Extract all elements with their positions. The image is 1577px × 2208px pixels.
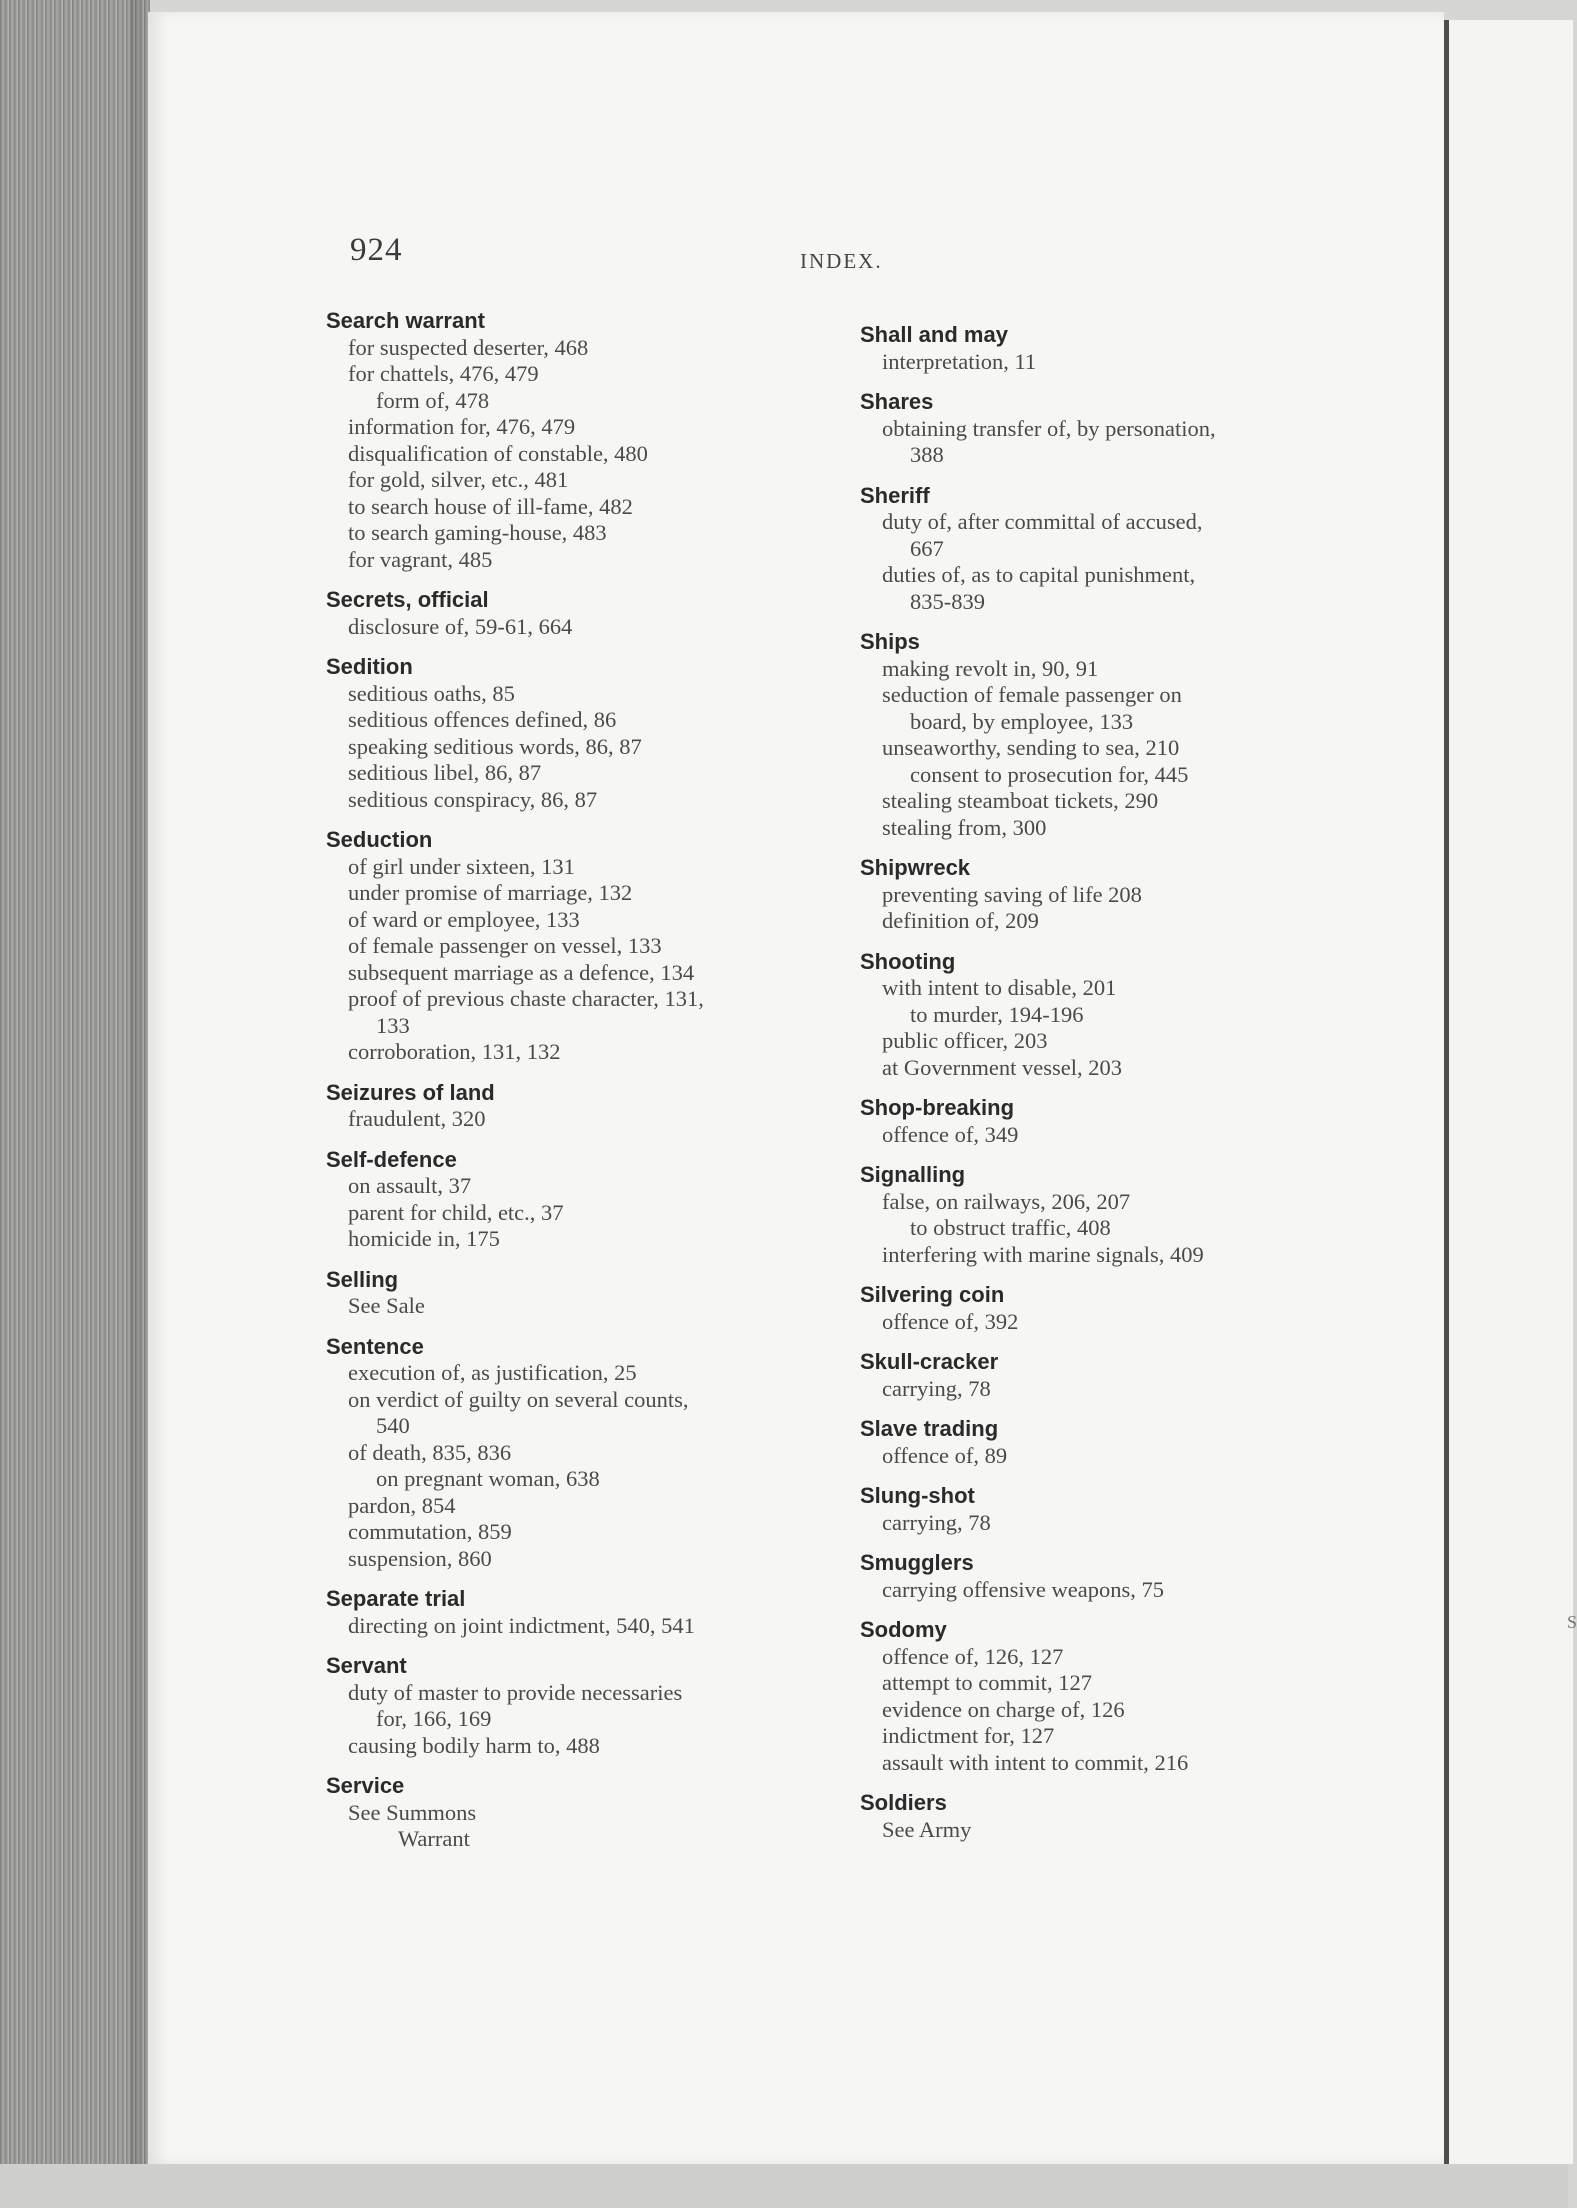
- facing-page-edge: [1444, 20, 1577, 2164]
- index-entry-heading: Slung-shot: [860, 1483, 975, 1508]
- index-entry-heading: Search warrant: [326, 308, 485, 333]
- index-subentry: 133: [376, 1012, 410, 1038]
- index-subentry: homicide in, 175: [348, 1226, 500, 1251]
- index-subentry: suspension, 860: [348, 1545, 492, 1571]
- index-entry: [860, 1483, 1380, 1536]
- index-entry-heading: Shop-breaking: [860, 1095, 1015, 1120]
- index-entry: [860, 1617, 1380, 1776]
- index-entry: [860, 855, 1380, 935]
- index-entry: [860, 1095, 1380, 1148]
- index-entry: [326, 1147, 826, 1253]
- index-subentry: form of, 478: [376, 387, 490, 413]
- index-entry: [326, 1586, 826, 1639]
- index-subentry: See Summons: [348, 1799, 477, 1825]
- index-entry: [326, 827, 826, 1066]
- index-subentry: information for, 476, 479: [348, 414, 576, 439]
- index-subentry: obtaining transfer of, by personation,: [882, 415, 1216, 441]
- index-subentry: interfering with marine signals, 409: [882, 1241, 1204, 1267]
- index-subentry: for suspected deserter, 468: [348, 334, 589, 360]
- index-subentry: assault with intent to commit, 216: [882, 1749, 1189, 1775]
- index-subentry: parent for child, etc., 37: [348, 1199, 564, 1225]
- index-subentry: carrying, 78: [882, 1375, 991, 1401]
- index-subentry: on verdict of guilty on several counts,: [348, 1386, 689, 1412]
- index-subentry: of death, 835, 836: [348, 1439, 512, 1465]
- index-entry-heading: Sentence: [326, 1333, 424, 1359]
- index-subentry: duties of, as to capital punishment,: [882, 562, 1196, 587]
- index-entry: [860, 1162, 1380, 1268]
- index-subentry: 667: [910, 535, 944, 561]
- index-subentry: offence of, 89: [882, 1442, 1008, 1468]
- index-subentry: evidence on charge of, 126: [882, 1696, 1125, 1722]
- index-subentry: at Government vessel, 203: [882, 1054, 1122, 1080]
- index-subentry: interpretation, 11: [882, 348, 1037, 374]
- index-column-right: [860, 322, 1380, 1857]
- index-entry: [860, 1550, 1380, 1603]
- index-subentry: with intent to disable, 201: [882, 975, 1117, 1000]
- index-subentry: of female passenger on vessel, 133: [348, 933, 662, 958]
- index-entry-heading: Soldiers: [860, 1790, 947, 1815]
- index-entry-heading: Slave trading: [860, 1416, 999, 1441]
- index-entry: [860, 949, 1380, 1082]
- index-subentry: disclosure of, 59-61, 664: [348, 613, 573, 639]
- index-subentry: public officer, 203: [882, 1028, 1048, 1053]
- index-subentry: offence of, 126, 127: [882, 1643, 1064, 1669]
- index-entry: [860, 483, 1380, 616]
- index-subentry: carrying, 78: [882, 1509, 991, 1535]
- index-entry: [326, 1267, 826, 1320]
- index-subentry: duty of, after committal of accused,: [882, 509, 1203, 534]
- index-entry-heading: Separate trial: [326, 1586, 466, 1611]
- index-subentry: stealing from, 300: [882, 814, 1047, 840]
- index-subentry: for vagrant, 485: [348, 546, 493, 572]
- index-subentry: 388: [910, 442, 944, 467]
- index-subentry: directing on joint indictment, 540, 541: [348, 1612, 695, 1638]
- index-subentry: preventing saving of life 208: [882, 881, 1142, 907]
- book-page-edges: [0, 0, 150, 2208]
- index-subentry: for chattels, 476, 479: [348, 361, 539, 386]
- index-entry-heading: Selling: [326, 1266, 399, 1292]
- index-subentry: false, on railways, 206, 207: [882, 1188, 1131, 1214]
- index-subentry: on pregnant woman, 638: [376, 1466, 600, 1491]
- facing-page-fragment: S: [1567, 1612, 1577, 1632]
- index-entry: [860, 1790, 1380, 1843]
- index-subentry: disqualification of constable, 480: [348, 440, 648, 466]
- index-subentry: seditious conspiracy, 86, 87: [348, 786, 598, 812]
- index-entry-heading: Skull-cracker: [860, 1349, 999, 1374]
- index-subentry: of girl under sixteen, 131: [348, 853, 575, 879]
- index-entry: [326, 654, 826, 813]
- index-subentry: definition of, 209: [882, 908, 1039, 933]
- index-entry-heading: Ships: [860, 629, 920, 654]
- index-subentry: seduction of female passenger on: [882, 682, 1182, 707]
- index-subentry: on assault, 37: [348, 1173, 472, 1198]
- index-entry: [326, 587, 826, 640]
- index-entry-heading: Seizures of land: [326, 1079, 495, 1105]
- index-subentry: indictment for, 127: [882, 1723, 1055, 1748]
- index-subentry: duty of master to provide necessaries: [348, 1679, 683, 1705]
- index-subentry: offence of, 392: [882, 1308, 1019, 1334]
- index-subentry: 540: [376, 1413, 410, 1438]
- index-subentry: to search gaming-house, 483: [348, 520, 607, 545]
- scan-background: [0, 2164, 1568, 2208]
- index-entry: [860, 1349, 1380, 1402]
- index-subentry: to obstruct traffic, 408: [910, 1215, 1111, 1240]
- index-entry-heading: Shooting: [860, 948, 956, 974]
- index-subentry: fraudulent, 320: [348, 1106, 486, 1131]
- index-subentry: making revolt in, 90, 91: [882, 655, 1099, 681]
- index-entry-heading: Smugglers: [860, 1550, 974, 1575]
- index-entry: [860, 1282, 1380, 1335]
- index-entry: [326, 1334, 826, 1573]
- index-subentry: to search house of ill-fame, 482: [348, 493, 633, 519]
- index-entry: [860, 1416, 1380, 1469]
- index-subentry: stealing steamboat tickets, 290: [882, 788, 1159, 813]
- index-entry-heading: Secrets, official: [326, 587, 489, 612]
- index-entry: [860, 389, 1380, 469]
- index-subentry: See Army: [882, 1816, 972, 1842]
- index-entry-heading: Service: [326, 1773, 405, 1798]
- index-subentry: under promise of marriage, 132: [348, 880, 633, 905]
- index-subentry: offence of, 349: [882, 1121, 1019, 1147]
- index-entry: [326, 1773, 826, 1853]
- index-subentry: seditious oaths, 85: [348, 680, 515, 706]
- index-subentry: See Sale: [348, 1293, 425, 1318]
- index-entry: [326, 308, 826, 573]
- index-entry-heading: Silvering coin: [860, 1282, 1005, 1307]
- index-subentry: board, by employee, 133: [910, 708, 1134, 734]
- index-subentry: seditious offences defined, 86: [348, 707, 617, 732]
- index-page: [148, 12, 1444, 2164]
- index-entry-heading: Servant: [326, 1653, 407, 1678]
- index-subentry: speaking seditious words, 86, 87: [348, 733, 642, 759]
- index-entry-heading: Sedition: [326, 654, 413, 679]
- index-subentry: seditious libel, 86, 87: [348, 760, 542, 785]
- index-subentry: proof of previous chaste character, 131,: [348, 986, 704, 1011]
- index-subentry: execution of, as justification, 25: [348, 1360, 637, 1385]
- index-subentry: attempt to commit, 127: [882, 1670, 1092, 1695]
- index-column-left: [326, 308, 826, 1867]
- index-entry-heading: Shipwreck: [860, 855, 971, 880]
- index-subentry: commutation, 859: [348, 1519, 512, 1544]
- index-subentry: carrying offensive weapons, 75: [882, 1576, 1164, 1602]
- index-subentry: corroboration, 131, 132: [348, 1039, 561, 1064]
- index-subentry: subsequent marriage as a defence, 134: [348, 959, 695, 985]
- index-subentry: for, 166, 169: [376, 1706, 492, 1731]
- index-subentry: unseaworthy, sending to sea, 210: [882, 735, 1180, 760]
- index-subentry: to murder, 194-196: [910, 1001, 1084, 1027]
- index-subentry: Warrant: [398, 1826, 470, 1851]
- index-subentry: causing bodily harm to, 488: [348, 1732, 600, 1758]
- index-subentry: pardon, 854: [348, 1492, 456, 1518]
- index-entry: [860, 322, 1380, 375]
- index-subentry: for gold, silver, etc., 481: [348, 467, 569, 492]
- index-entry: [326, 1653, 826, 1759]
- index-subentry: of ward or employee, 133: [348, 906, 580, 932]
- page-number: 924: [350, 232, 403, 268]
- running-head: INDEX.: [800, 249, 883, 273]
- index-entry: [860, 629, 1380, 841]
- index-entry: [326, 1080, 826, 1133]
- index-entry-heading: Signalling: [860, 1162, 966, 1187]
- index-entry-heading: Shall and may: [860, 322, 1008, 347]
- index-entry-heading: Shares: [860, 389, 934, 414]
- index-entry-heading: Self-defence: [326, 1146, 457, 1172]
- index-entry-heading: Seduction: [326, 827, 433, 852]
- index-subentry: consent to prosecution for, 445: [910, 761, 1189, 787]
- index-subentry: 835-839: [910, 588, 985, 614]
- index-entry-heading: Sheriff: [860, 482, 930, 508]
- index-entry-heading: Sodomy: [860, 1617, 947, 1642]
